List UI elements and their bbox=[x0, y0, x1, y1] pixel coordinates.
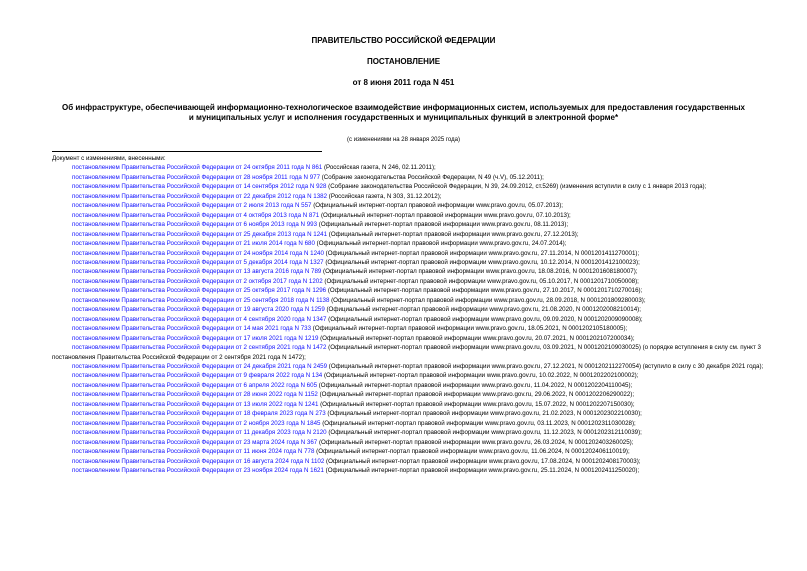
amendment-link[interactable]: постановлением Правительства Российской Федерации от 16 августа 2024 года N 1102 bbox=[72, 457, 325, 465]
amendment-link[interactable]: постановлением Правительства Российской Федерации от 25 декабря 2013 года N 1241 bbox=[72, 230, 328, 238]
amendment-link[interactable]: постановлением Правительства Российской Федерации от 11 июня 2024 года N 778 bbox=[72, 448, 315, 456]
amendment-source: (Официальный интернет-портал правовой информации www.pravo.gov.ru, 27.12.2013); bbox=[327, 230, 579, 238]
amendment-link[interactable]: постановлением Правительства Российской Федерации от 22 декабря 2012 года N 1382 bbox=[72, 192, 328, 200]
amendment-source: (Российская газета, N 246, 02.11.2011); bbox=[322, 164, 436, 172]
amendment-item bbox=[52, 390, 767, 399]
amendment-link[interactable]: постановлением Правительства Российской Федерации от 25 октября 2017 года N 1296 bbox=[72, 287, 327, 295]
amendment-link[interactable]: постановлением Правительства Российской Федерации от 19 августа 2020 года N 1259 bbox=[72, 306, 325, 314]
amendment-item bbox=[52, 362, 767, 371]
amendment-source: (Официальный интернет-портал правовой информации www.pravo.gov.ru, 10.02.2022, N 0001202202100002); bbox=[322, 372, 639, 380]
amendment-item bbox=[52, 201, 767, 210]
amendment-source: (Официальный интернет-портал правовой информации www.pravo.gov.ru, 05.10.2017, N 0001201710050008); bbox=[322, 277, 639, 285]
amendment-source: (Официальный интернет-портал правовой информации www.pravo.gov.ru, 18.05.2021, N 0001202105180005); bbox=[311, 325, 628, 333]
amendment-source: (Официальный интернет-портал правовой информации www.pravo.gov.ru, 29.06.2022, N 0001202206290022); bbox=[317, 391, 635, 399]
amendment-item bbox=[52, 305, 767, 314]
amendment-item bbox=[52, 249, 767, 258]
amendment-source: (Официальный интернет-портал правовой информации www.pravo.gov.ru, 05.07.2013); bbox=[311, 202, 563, 210]
amendment-source: (Официальный интернет-портал правовой информации www.pravo.gov.ru, 27.10.2017, N 0001201710270016); bbox=[326, 287, 643, 295]
amendment-item bbox=[52, 220, 767, 229]
amendment-link[interactable]: постановлением Правительства Российской Федерации от 2 сентября 2021 года N 1472 bbox=[72, 344, 327, 352]
amendment-item bbox=[52, 267, 767, 276]
amendment-item bbox=[52, 466, 767, 475]
amendment-item bbox=[52, 447, 767, 456]
amendment-item bbox=[52, 381, 767, 390]
amendment-link[interactable]: постановлением Правительства Российской Федерации от 2 октября 2017 года N 1202 bbox=[72, 277, 323, 285]
amendment-source: (Официальный интернет-портал правовой информации www.pravo.gov.ru, 10.12.2014, N 0001201412100023); bbox=[323, 258, 640, 266]
amendment-item bbox=[52, 239, 767, 248]
amendment-items bbox=[52, 163, 767, 475]
amendment-source: (Официальный интернет-портал правовой информации www.pravo.gov.ru, 21.02.2023, N 0001202302210030); bbox=[325, 410, 642, 418]
amendment-link[interactable]: постановлением Правительства Российской Федерации от 24 декабря 2021 года N 2459 bbox=[72, 362, 328, 370]
amendment-source: (Официальный интернет-портал правовой информации www.pravo.gov.ru, 27.11.2014, N 0001201411270001); bbox=[323, 249, 640, 257]
document-type: ПОСТАНОВЛЕНИЕ bbox=[366, 57, 441, 66]
amendment-source: (Официальный интернет-портал правовой информации www.pravo.gov.ru, 15.07.2022, N 0001202207150030); bbox=[318, 400, 635, 408]
amendment-link[interactable]: постановлением Правительства Российской Федерации от 4 октября 2013 года N 871 bbox=[72, 211, 320, 219]
amendment-item bbox=[52, 182, 767, 191]
amendment-source: (Собрание законодательства Российской Федерации, N 39, 24.09.2012, ст.5269) (изменения вступили в силу с 1 января 2013 года); bbox=[326, 183, 707, 191]
amendment-link[interactable]: постановлением Правительства Российской Федерации от 11 декабря 2023 года N 2120 bbox=[72, 429, 327, 437]
amendment-item bbox=[52, 173, 767, 182]
amendment-link[interactable]: постановлением Правительства Российской Федерации от 14 мая 2021 года N 733 bbox=[72, 325, 312, 333]
amendment-item bbox=[52, 277, 767, 286]
amendment-item bbox=[52, 315, 767, 324]
amendment-link[interactable]: постановлением Правительства Российской Федерации от 21 июля 2014 года N 680 bbox=[72, 240, 315, 248]
amendments-intro: Документ с изменениями, внесенными: bbox=[52, 155, 166, 162]
amendment-link[interactable]: постановлением Правительства Российской Федерации от 24 октября 2011 года N 861 bbox=[72, 164, 323, 172]
amendment-item bbox=[52, 211, 767, 220]
amendment-source: (Официальный интернет-портал правовой информации www.pravo.gov.ru, 09.09.2020, N 0001202009090008); bbox=[326, 315, 643, 323]
amendment-item bbox=[52, 409, 767, 418]
amendment-link[interactable]: постановлением Правительства Российской Федерации от 28 июня 2022 года N 1152 bbox=[72, 391, 318, 399]
amendment-item bbox=[52, 438, 767, 447]
amendment-item bbox=[52, 343, 767, 362]
amendment-link[interactable]: постановлением Правительства Российской Федерации от 6 ноября 2013 года N 993 bbox=[72, 221, 318, 229]
amendment-link[interactable]: постановлением Правительства Российской Федерации от 13 августа 2016 года N 789 bbox=[72, 268, 322, 276]
amendment-link[interactable]: постановлением Правительства Российской Федерации от 28 ноября 2011 года N 977 bbox=[72, 173, 321, 181]
amendment-item bbox=[52, 258, 767, 267]
amendment-link[interactable]: постановлением Правительства Российской Федерации от 23 марта 2024 года N 367 bbox=[72, 438, 318, 446]
amendment-link[interactable]: постановлением Правительства Российской Федерации от 6 апреля 2022 года N 605 bbox=[72, 381, 318, 389]
amendment-item bbox=[52, 296, 767, 305]
amendment-item bbox=[52, 286, 767, 295]
amendment-source: (Официальный интернет-портал правовой информации www.pravo.gov.ru, 07.10.2013); bbox=[319, 211, 571, 219]
amendment-source: (Собрание законодательства Российской Федерации, N 49 (ч.V), 05.12.2011); bbox=[320, 173, 544, 181]
amendment-item bbox=[52, 230, 767, 239]
government-title: ПРАВИТЕЛЬСТВО РОССИЙСКОЙ ФЕДЕРАЦИИ bbox=[311, 36, 496, 45]
amendment-source: (Официальный интернет-портал правовой информации www.pravo.gov.ru, 28.09.2018, N 0001201809280003); bbox=[329, 296, 646, 304]
amendment-source: (Официальный интернет-портал правовой информации www.pravo.gov.ru, 11.04.2022, N 0001202204110045); bbox=[317, 381, 633, 389]
amendment-source: (Официальный интернет-портал правовой информации www.pravo.gov.ru, 18.08.2016, N 0001201608180007); bbox=[321, 268, 638, 276]
amendment-source: (Официальный интернет-портал правовой информации www.pravo.gov.ru, 27.12.2021, N 0001202112270054) (вступило в силу с 30 декабря 2021 года); bbox=[327, 362, 764, 370]
amendment-source: (Официальный интернет-портал правовой информации www.pravo.gov.ru, 20.07.2021, N 0001202107200034); bbox=[318, 334, 635, 342]
amendment-source: (Официальный интернет-портал правовой информации www.pravo.gov.ru, 26.03.2024, N 0001202403260025); bbox=[317, 438, 634, 446]
amendment-source: (Официальный интернет-портал правовой информации www.pravo.gov.ru, 25.11.2024, N 0001202411250020); bbox=[323, 466, 640, 474]
amendment-link[interactable]: постановлением Правительства Российской Федерации от 25 сентября 2018 года N 1138 bbox=[72, 296, 330, 304]
amendment-source: (Официальный интернет-портал правовой информации www.pravo.gov.ru, 24.07.2014); bbox=[314, 240, 567, 248]
document-date-number: от 8 июня 2011 года N 451 bbox=[352, 78, 455, 87]
amendment-source: (Российская газета, N 303, 31.12.2012); bbox=[327, 192, 442, 200]
amendment-source: (Официальный интернет-портал правовой информации www.pravo.gov.ru, 17.08.2024, N 0001202408170003); bbox=[324, 457, 641, 465]
amendment-source: (Официальный интернет-портал правовой информации www.pravo.gov.ru, 08.11.2013); bbox=[317, 221, 569, 229]
changes-note: (с изменениями на 28 января 2025 года) bbox=[347, 137, 460, 143]
amendment-source: (Официальный интернет-портал правовой информации www.pravo.gov.ru, 03.11.2023, N 0001202311030028); bbox=[320, 419, 636, 427]
amendment-item bbox=[52, 400, 767, 409]
amendment-link[interactable]: постановлением Правительства Российской Федерации от 5 декабря 2014 года N 1327 bbox=[72, 258, 324, 266]
amendment-item bbox=[52, 163, 767, 172]
amendment-source: (Официальный интернет-портал правовой информации www.pravo.gov.ru, 21.08.2020, N 0001202008210014); bbox=[324, 306, 641, 314]
amendment-link[interactable]: постановлением Правительства Российской Федерации от 13 июля 2022 года N 1241 bbox=[72, 400, 319, 408]
amendment-source: (Официальный интернет-портал правовой информации www.pravo.gov.ru, 11.06.2024, N 0001202406110019); bbox=[314, 448, 630, 456]
amendment-link[interactable]: постановлением Правительства Российской Федерации от 18 февраля 2023 года N 273 bbox=[72, 410, 326, 418]
amendment-item bbox=[52, 324, 767, 333]
amendment-item bbox=[52, 192, 767, 201]
amendment-link[interactable]: постановлением Правительства Российской Федерации от 17 июля 2021 года N 1219 bbox=[72, 334, 319, 342]
amendment-item bbox=[52, 371, 767, 380]
amendment-link[interactable]: постановлением Правительства Российской Федерации от 2 июля 2013 года N 557 bbox=[72, 202, 312, 210]
amendment-item bbox=[52, 457, 767, 466]
amendment-link[interactable]: постановлением Правительства Российской Федерации от 9 февраля 2022 года N 134 bbox=[72, 372, 323, 380]
separator-line bbox=[52, 151, 322, 152]
amendment-link[interactable]: постановлением Правительства Российской Федерации от 14 сентября 2012 года N 928 bbox=[72, 183, 327, 191]
amendment-link[interactable]: постановлением Правительства Российской Федерации от 23 ноября 2024 года N 1621 bbox=[72, 466, 324, 474]
amendment-link[interactable]: постановлением Правительства Российской Федерации от 4 сентября 2020 года N 1347 bbox=[72, 315, 327, 323]
amendment-source: (Официальный интернет-портал правовой информации www.pravo.gov.ru, 03.09.2021, N 0001202109030025) (о порядке вступления в силу см. пункт 3 постановления Правительства Российской Федерации от 2 сентября 2021 года N 1472); bbox=[52, 344, 761, 361]
amendment-link[interactable]: постановлением Правительства Российской Федерации от 2 ноября 2023 года N 1845 bbox=[72, 419, 321, 427]
amendment-item bbox=[52, 419, 767, 428]
document-subject: Об инфраструктуре, обеспечивающей информационно-технологическое взаимодействие информационных систем, используемых для предоставления государственных и муниципальных услуг и исполнения государственных и муниципальных функций в электронной форме* bbox=[62, 103, 745, 122]
amendment-item bbox=[52, 428, 767, 437]
amendments-list bbox=[52, 154, 767, 475]
amendment-item bbox=[52, 334, 767, 343]
amendment-link[interactable]: постановлением Правительства Российской Федерации от 24 ноября 2014 года N 1240 bbox=[72, 249, 324, 257]
amendment-source: (Официальный интернет-портал правовой информации www.pravo.gov.ru, 11.12.2023, N 0001202312110039); bbox=[326, 429, 642, 437]
